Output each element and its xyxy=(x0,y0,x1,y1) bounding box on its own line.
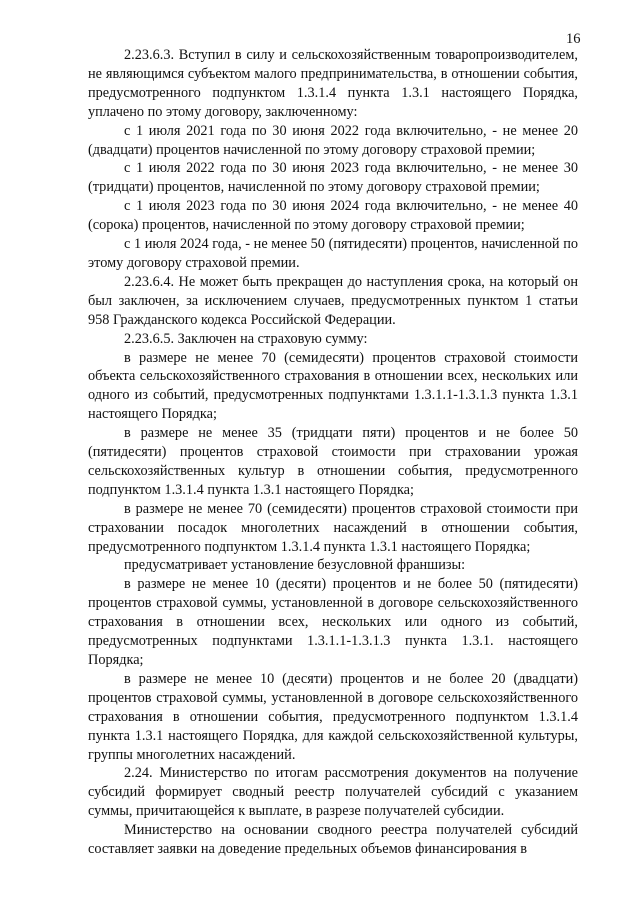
paragraph-franchise-intro: предусматривает установление безусловной франшизы: xyxy=(124,557,466,574)
paragraph-ministry-requests: Министерство на основании сводного реестра получателей субсидий составляет заявки на доведение предельных объемов финансирования в xyxy=(88,822,578,858)
page-number: 16 xyxy=(566,31,581,47)
paragraph-sum-70-events: в размере не менее 70 (семидесяти) процентов страховой стоимости объекта сельскохозяйственного страхования в отношении всех, нескольких или одного из событий, предусмотренных подпунктами 1.3.1.1-1.3.1.3 пункта 1.3.1 настоящего Порядка; xyxy=(88,349,578,423)
paragraph-premium-2024: с 1 июля 2024 года, - не менее 50 (пятидесяти) процентов, начисленной по этому договору страховой премии. xyxy=(88,236,578,271)
paragraph-premium-2023: с 1 июля 2023 года по 30 июня 2024 года включительно, - не менее 40 (сорока) процентов, начисленной по этому договору страховой премии; xyxy=(88,198,578,234)
paragraph-franchise-10-50: в размере не менее 10 (десяти) процентов и не более 50 (пятидесяти) процентов страховой суммы, установленной в договоре сельскохозяйственного страхования в отношении всех, нескольких или одного из событий, предусмотренных подпунктами 1.3.1.1-1.3.1.3 пункта 1.3.1. настоящего Порядка; xyxy=(88,576,578,668)
paragraph-2-23-6-4: 2.23.6.4. Не может быть прекращен до наступления срока, на который он был заключен, за исключением случаев, предусмотренных пунктом 1 статьи 958 Гражданского кодекса Российской Федерации. xyxy=(88,273,578,328)
paragraph-2-24: 2.24. Министерство по итогам рассмотрения документов на получение субсидий формирует сводный реестр получателей субсидий с указанием суммы, причитающейся к выплате, в разрезе получателей субсидии. xyxy=(88,765,578,820)
paragraph-2-23-6-5: 2.23.6.5. Заключен на страховую сумму: xyxy=(124,330,368,347)
document-body xyxy=(88,46,578,859)
paragraph-premium-2022: с 1 июля 2022 года по 30 июня 2023 года включительно, - не менее 30 (тридцати) процентов, начисленной по этому договору страховой премии; xyxy=(88,160,578,196)
paragraph-premium-2021: с 1 июля 2021 года по 30 июня 2022 года включительно, - не менее 20 (двадцати) процентов начисленной по этому договору страховой премии; xyxy=(88,122,578,158)
paragraph-franchise-10-20: в размере не менее 10 (десяти) процентов и не более 20 (двадцати) процентов страховой суммы, установленной в договоре сельскохозяйственного страхования в отношении события, предусмотренного подпунктом 1.3.1.4 пункта 1.3.1 настоящего Порядка, для каждой сельскохозяйственной культуры, группы многолетних насаждений. xyxy=(88,670,578,763)
paragraph-sum-35-50-harvest: в размере не менее 35 (тридцати пяти) процентов и не более 50 (пятидесяти) процентов страховой стоимости при страховании урожая сельскохозяйственных культур в отношении события, предусмотренного подпунктом 1.3.1.4 пункта 1.3.1 настоящего Порядка; xyxy=(88,425,578,498)
paragraph-sum-70-perennial: в размере не менее 70 (семидесяти) процентов страховой стоимости при страховании посадок многолетних насаждений в отношении события, предусмотренного подпунктом 1.3.1.4 пункта 1.3.1 настоящего Порядка; xyxy=(88,500,578,555)
paragraph-2-23-6-3: 2.23.6.3. Вступил в силу и сельскохозяйственным товаропроизводителем, не являющимся субъектом малого предпринимательства, в отношении события, предусмотренного подпунктом 1.3.1.4 пункта 1.3.1 настоящего Порядка, уплачено по этому договору, заключенному: xyxy=(88,47,578,120)
